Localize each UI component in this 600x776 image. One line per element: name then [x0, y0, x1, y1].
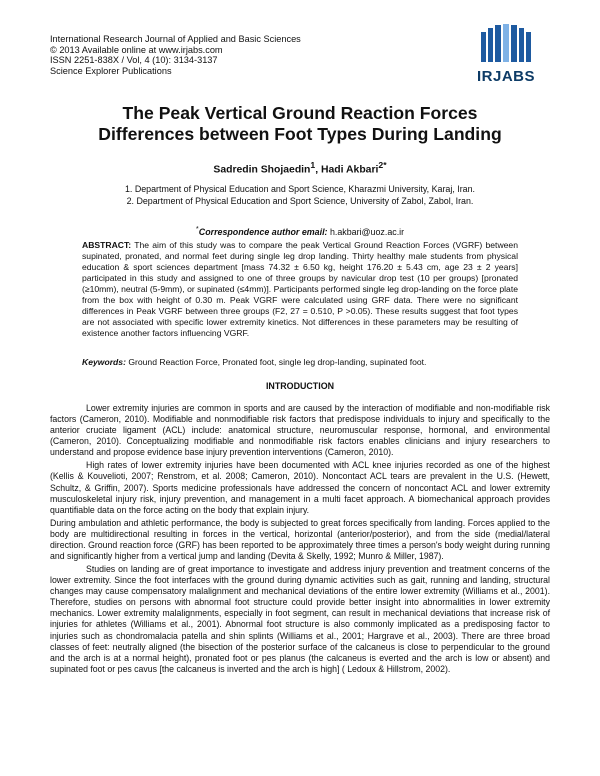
journal-copyright: © 2013 Available online at www.irjabs.com	[50, 44, 223, 55]
author-2: Hadi Akbari	[321, 164, 379, 176]
affiliation-1: 1. Department of Physical Education and Sport Science, Kharazmi University, Karaj, Iran.	[124, 184, 476, 194]
paragraph-4: Studies on landing are of great importance to investigate and address injury prevention and treatment concerns of the lower extremity. Since the foot interfaces with the ground during dynamic activities such as gait, running and landing, structural changes may cause compensatory malalignment and mechanical deviations of the entire lower extremity (Williams et al., 2001). Therefore, studies on persons with abnormal foot structure could provide better insight into abnormalities in lower extremity mechanics. Lower extremity malalignments, especially in foot segment, can result in mechanical deviations that increase risk of injuries for athletes (Williams et al., 2001). Abnormal foot structure is also commonly implicated as a predisposing factor to injuries such as chondromalacia patella and shin splints (Williams et al., 2001; Hargrave et al., 2003). There are three broad classes of feet: neutrally aligned (the bisection of the posterior surface of the calcaneus is close to perpendicular to the ground and the arch is at a normal height), pronated foot or pes planus (the calcaneus is everted and the arch is low or absent) and supinated foot or pes cavus [the calcaneus is inverted and the arch is high] ( Ledoux & Hillstrom, 2002).	[50, 564, 550, 674]
keywords	[82, 357, 518, 368]
affiliation-2: 2. Department of Physical Education and Sport Science, University of Zabol, Zabol, Iran.	[126, 196, 474, 206]
abstract-text: The aim of this study was to compare the peak Vertical Ground Reaction Forces (VGRF) between supinated, pronated, and normal feet during single leg drop landing. Thirty healthy male students from physical education & sport sciences department [mass 74.32 ± 6.50 kg, height 176.20 ± 5.43 cm, age 23 ± 2 years] participated in this study and assigned to one of three groups by navicular drop test (10 per groups) [pronated (≥10mm), neutral (5-9mm), or supinated (≤4mm)]. Participants performed single leg drop-landing on the force plate from the box with height of 0.30 m. Peak VGRF were calculated using GRF data. There were no significant differences in Peak VGRF between three groups (F2, 27 = 0.510, P >0.05). These results suggest that foot types are not associated with specific lower extremity kinetics. Not differences in these parameters may be resulting of existence another factors influencing VGRF.	[82, 240, 518, 339]
correspondence-label: Correspondence author email:	[198, 226, 328, 237]
author-1-affil: 1	[310, 160, 316, 170]
keywords-label: Keywords:	[82, 357, 126, 367]
title-line-1: The Peak Vertical Ground Reaction Forces	[122, 103, 478, 123]
paragraph-1: Lower extremity injuries are common in sports and are caused by the interaction of modifiable and non-modifiable risk factors (Cameron, 2010). Modifiable and nonmodifiable risk factors that predispose individuals to injury and specifically to the anterior cruciate ligament (ACL) include: anatomical structure, neuromuscular response, hormonal, and environmental (Cameron, 2010). Conceptualizing modifiable and nonmodifiable risk factors enables clinicians and injury researchers to understand and propose evidence base injury prevention interventions (Cameron, 2010).	[50, 403, 550, 458]
abstract	[82, 240, 518, 339]
book-logo-icon	[466, 22, 546, 68]
journal-header	[50, 34, 301, 76]
authors	[0, 160, 600, 175]
abstract-label: ABSTRACT:	[82, 240, 132, 250]
paragraph-2: High rates of lower extremity injuries have been documented with ACL knee injuries recorded as one of the highest (Kellis & Kouvelioti, 2007; Renstrom, et al. 2008; Cameron, 2010). Noncontact ACL tears are prevalent in the U.S. (Hewett, Schultz, & Griffin, 2007). Sports medicine professionals have addressed the concern of noncontact ACL and lower extremity musculoskeletal injury risk, injury prevention, and management in a multi facet approach. A biomechanical approach provides quantifiable data on the force acting on the body that explain injury.	[50, 460, 550, 515]
paper-title	[40, 103, 560, 145]
author-1: Sadredin Shojaedin	[213, 164, 311, 176]
correspondence-mark: *	[195, 224, 199, 233]
journal-logo	[466, 22, 546, 84]
keywords-text: Ground Reaction Force, Pronated foot, single leg drop-landing, supinated foot.	[125, 357, 427, 367]
journal-publisher: Science Explorer Publications	[50, 65, 172, 76]
author-separator: ,	[315, 164, 322, 176]
journal-name: International Research Journal of Applied and Basic Sciences	[50, 34, 301, 44]
correspondence	[0, 224, 600, 237]
paragraph-3: During ambulation and athletic performance, the body is subjected to great forces specifically from landing. Forces applied to the body are multidirectional resulting in forces in the vertical, horizontal (anterior/posterior), and from the side (medial/lateral direction. Ground reaction force (GRF) has been reported to be approximately three times a person's body weight during running and significantly higher from a vertical jump and landing (Devita & Skelly, 1992; Munro & Miller, 1987).	[50, 517, 550, 561]
journal-issn: ISSN 2251-838X / Vol, 4 (10): 3134-3137	[50, 55, 218, 66]
affiliations	[0, 183, 600, 207]
section-heading-introduction: INTRODUCTION	[265, 381, 335, 391]
correspondence-email: h.akbari@uoz.ac.ir	[327, 226, 405, 237]
title-line-2: Differences between Foot Types During Landing	[98, 124, 502, 144]
author-2-affil: 2*	[378, 160, 387, 170]
logo-text: IRJABS	[476, 68, 535, 85]
body-text	[50, 403, 550, 677]
